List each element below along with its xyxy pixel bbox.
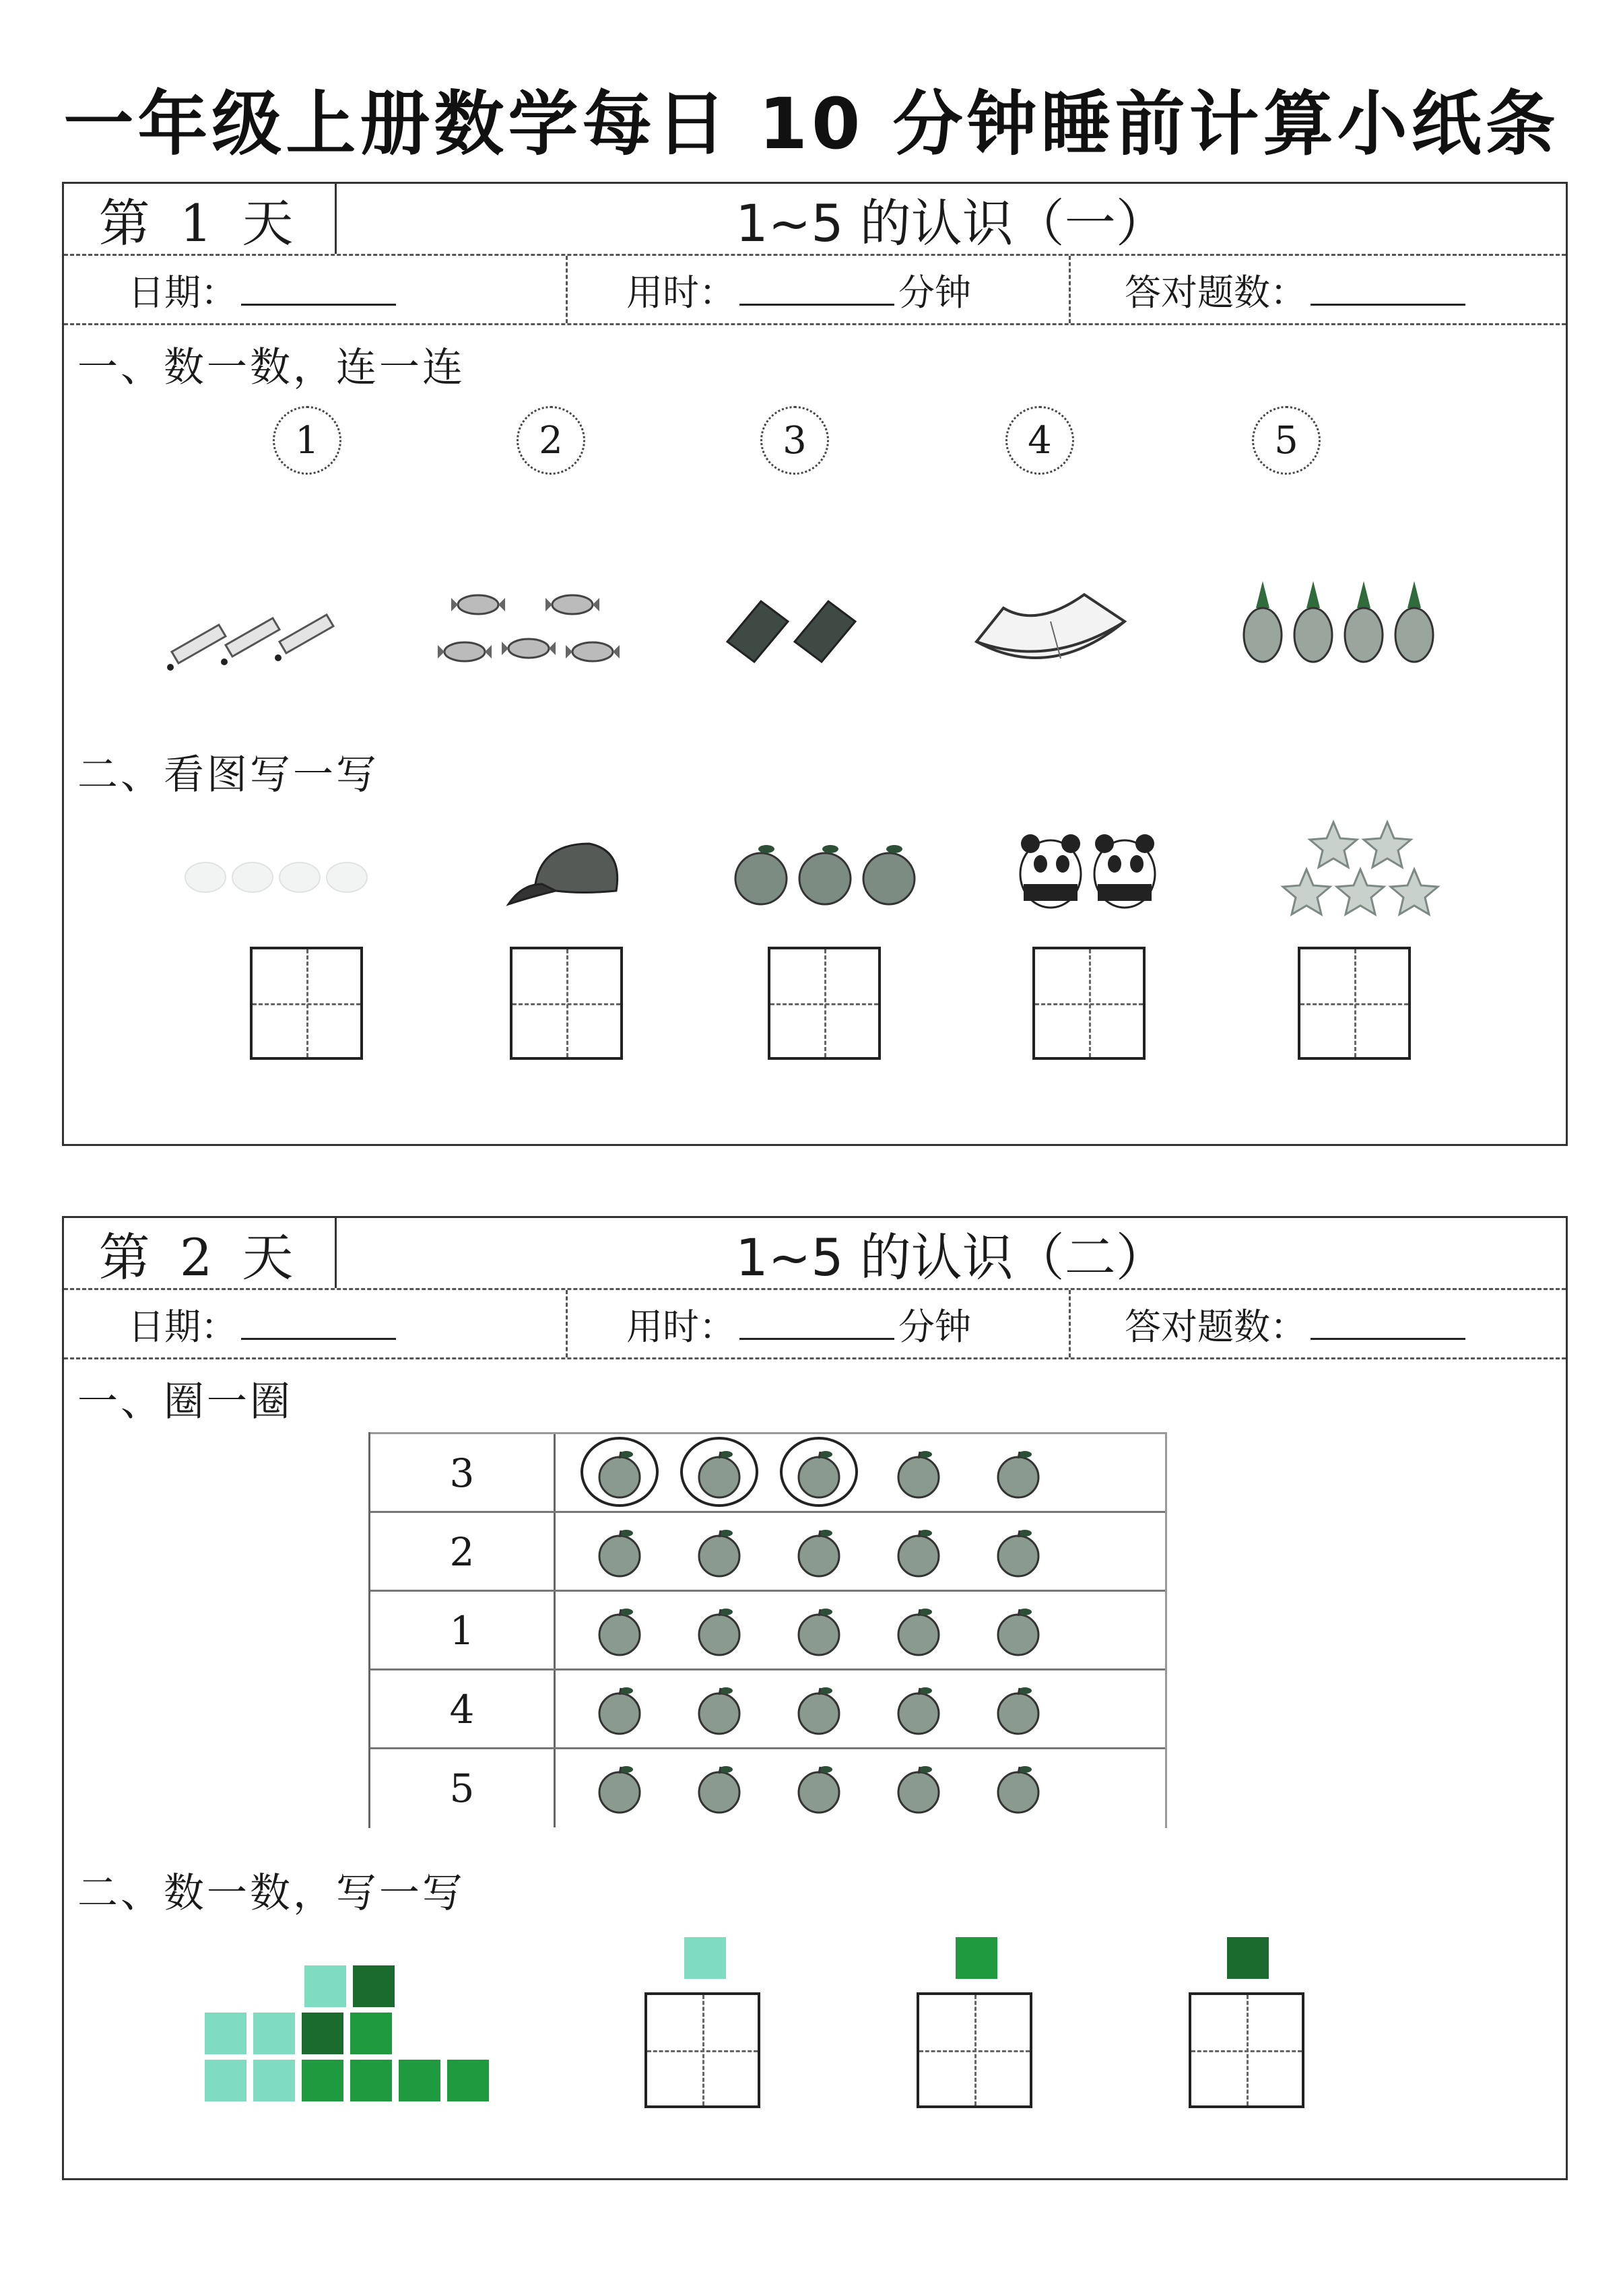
apple-icon[interactable]	[971, 1513, 1065, 1591]
erasers-2-icon[interactable]	[714, 588, 869, 669]
pineapples-4-icon[interactable]	[1232, 581, 1448, 682]
dark-green-key-block	[954, 1936, 999, 1980]
table-row	[370, 1590, 1165, 1670]
date-blank[interactable]	[241, 1308, 396, 1340]
apple-icon[interactable]	[672, 1592, 766, 1670]
time-label: 用时：	[626, 271, 735, 314]
divider	[566, 256, 568, 323]
time-label: 用时：	[626, 1305, 735, 1348]
apple-icon[interactable]	[772, 1513, 866, 1591]
drawn-circle	[780, 1437, 858, 1507]
writing-box-3[interactable]	[768, 947, 881, 1060]
day2-score-field[interactable]	[1125, 1290, 1469, 1357]
score-blank[interactable]	[1311, 1308, 1465, 1340]
day1-card	[62, 182, 1568, 1146]
apples-3-icon	[727, 830, 923, 911]
table-row	[370, 1668, 1165, 1749]
divider	[1069, 256, 1071, 323]
apple-icon[interactable]	[871, 1434, 966, 1512]
apple-icon[interactable]	[672, 1513, 766, 1591]
light-green-block	[303, 1964, 347, 2008]
apple-icon[interactable]	[772, 1749, 866, 1827]
day1-day-label: 第 1 天	[64, 184, 337, 254]
writing-box-5[interactable]	[1298, 947, 1411, 1060]
divider	[566, 1290, 568, 1357]
date-label: 日期：	[128, 271, 237, 314]
time-blank[interactable]	[739, 274, 894, 306]
row-number: 3	[370, 1434, 556, 1512]
apple-icon[interactable]	[772, 1670, 866, 1749]
row-number: 4	[370, 1670, 556, 1749]
day2-date-field[interactable]	[128, 1290, 400, 1357]
number-circle-2[interactable]: 2	[517, 406, 585, 475]
day1-header-row	[64, 184, 1566, 256]
dark-green-block	[349, 2058, 393, 2103]
apple-icon[interactable]	[572, 1670, 667, 1749]
table-row	[370, 1747, 1165, 1827]
stars-5-icon	[1280, 817, 1448, 924]
apple-icon[interactable]	[971, 1670, 1065, 1749]
row-number: 1	[370, 1592, 556, 1670]
apple-icon[interactable]	[871, 1670, 966, 1749]
drawn-circle	[680, 1437, 758, 1507]
writing-box-2[interactable]	[510, 947, 623, 1060]
score-label: 答对题数：	[1125, 1305, 1306, 1348]
dark-green-block	[300, 2058, 345, 2103]
number-circle-5[interactable]: 5	[1252, 406, 1321, 475]
light-green-key-block	[683, 1936, 727, 1980]
divider	[1069, 1290, 1071, 1357]
apple-icon[interactable]	[772, 1592, 866, 1670]
table-row	[370, 1511, 1165, 1591]
number-circle-3[interactable]: 3	[760, 406, 829, 475]
number-circle-4[interactable]: 4	[1005, 406, 1074, 475]
count-box-darker-green[interactable]	[1189, 1992, 1304, 2108]
day1-time-field[interactable]	[626, 256, 971, 323]
apple-icon[interactable]	[572, 1749, 667, 1827]
row-number: 5	[370, 1749, 556, 1827]
drawn-circle	[581, 1437, 659, 1507]
pandas-2-icon	[1010, 820, 1165, 921]
day2-card	[62, 1216, 1568, 2180]
count-box-dark-green[interactable]	[917, 1992, 1032, 2108]
day1-section2-heading: 二、看图写一写	[77, 751, 379, 799]
score-label: 答对题数：	[1125, 271, 1306, 314]
apple-icon[interactable]	[572, 1513, 667, 1591]
apple-icon[interactable]	[572, 1592, 667, 1670]
book-1-icon[interactable]	[963, 581, 1145, 682]
light-green-block	[252, 2058, 296, 2103]
number-circle-1[interactable]: 1	[273, 406, 341, 475]
day1-section1-heading: 一、数一数，连一连	[77, 344, 465, 391]
day2-section2-heading: 二、数一数，写一写	[77, 1870, 465, 1917]
apple-icon[interactable]	[672, 1670, 766, 1749]
rabbits-4-icon	[178, 837, 374, 911]
time-unit: 分钟	[898, 271, 971, 314]
apple-icon[interactable]	[971, 1749, 1065, 1827]
time-unit: 分钟	[898, 1305, 971, 1348]
light-green-block	[203, 2011, 248, 2056]
day2-header-row	[64, 1218, 1566, 1290]
time-blank[interactable]	[739, 1308, 894, 1340]
apple-icon[interactable]	[971, 1592, 1065, 1670]
writing-box-1[interactable]	[250, 947, 363, 1060]
writing-box-4[interactable]	[1032, 947, 1146, 1060]
darker-green-block	[352, 1964, 396, 2008]
apple-icon[interactable]	[971, 1434, 1065, 1512]
apple-icon[interactable]	[871, 1749, 966, 1827]
apple-icon[interactable]	[672, 1749, 766, 1827]
day2-time-field[interactable]	[626, 1290, 971, 1357]
pencils-3-icon[interactable]	[158, 588, 354, 682]
page-title: 一年级上册数学每日 10 分钟睡前计算小纸条	[63, 83, 1560, 165]
apple-icon[interactable]	[672, 1434, 766, 1512]
date-blank[interactable]	[241, 274, 396, 306]
day2-lesson-title: 1~5 的认识（二）	[735, 1227, 1167, 1287]
row-number: 2	[370, 1513, 556, 1591]
cap-1-icon	[502, 830, 636, 911]
dark-green-block	[349, 2011, 393, 2056]
apple-icon[interactable]	[572, 1434, 667, 1512]
day2-day-label: 第 2 天	[64, 1218, 337, 1288]
candies-5-icon[interactable]	[428, 581, 630, 682]
table-row	[370, 1432, 1165, 1512]
apple-icon[interactable]	[871, 1592, 966, 1670]
dark-green-block	[446, 2058, 490, 2103]
apple-icon[interactable]	[871, 1513, 966, 1591]
day1-info-row	[64, 256, 1566, 325]
light-green-block	[252, 2011, 296, 2056]
score-blank[interactable]	[1311, 274, 1465, 306]
darker-green-block	[300, 2011, 345, 2056]
day1-date-field[interactable]	[128, 256, 400, 323]
darker-green-key-block	[1226, 1936, 1270, 1980]
apple-icon[interactable]	[772, 1434, 866, 1512]
light-green-block	[203, 2058, 248, 2103]
day1-lesson-title: 1~5 的认识（一）	[735, 193, 1167, 253]
count-box-light-green[interactable]	[644, 1992, 760, 2108]
date-label: 日期：	[128, 1305, 237, 1348]
day1-score-field[interactable]	[1125, 256, 1469, 323]
day2-section1-heading: 一、圈一圈	[77, 1378, 293, 1425]
circle-table	[368, 1432, 1167, 1828]
day2-info-row	[64, 1290, 1566, 1359]
dark-green-block	[397, 2058, 442, 2103]
